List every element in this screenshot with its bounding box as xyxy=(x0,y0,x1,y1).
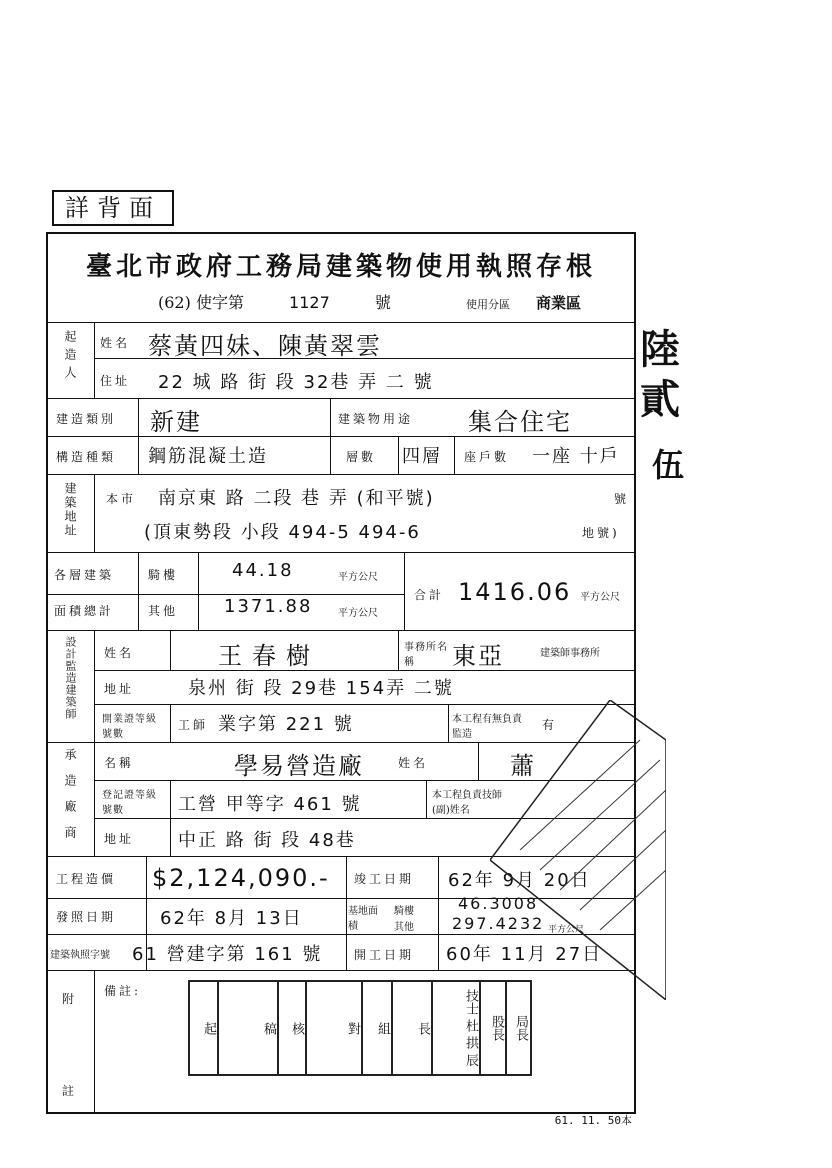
designer-supervision-label: 本工程有無負責監造 xyxy=(452,714,522,740)
building-use-label: 建築物用途 xyxy=(338,412,414,426)
license-suffix: 號 xyxy=(374,293,391,312)
contractor-name-label: 名稱 xyxy=(104,756,135,770)
site-other-value: 297.4232 xyxy=(452,914,545,933)
area-section-label-a: 各層建築 xyxy=(54,568,115,582)
license-number-line xyxy=(158,290,391,313)
site-other-label: 其他 xyxy=(394,922,414,933)
contractor-person-label: 姓名 xyxy=(398,756,429,770)
cost-value: $2,124,090.- xyxy=(152,864,330,892)
stamp-drafter-name: 稿 xyxy=(217,981,279,1075)
location-line1-suffix: 號 xyxy=(614,492,630,506)
floors-value: 四層 xyxy=(402,446,442,467)
remarks-section-top: 附 xyxy=(62,992,78,1006)
arcade-area-value: 44.18 xyxy=(232,560,294,581)
remarks-label: 備註: xyxy=(104,984,142,998)
site-arcade-value: 46.3008 xyxy=(458,894,539,913)
designer-license-label: 開業證等級號數 xyxy=(102,714,157,740)
designer-name-value: 王春樹 xyxy=(218,642,320,670)
stamp-unit-chief: 股長 xyxy=(479,981,507,1075)
contractor-tech-label: 本工程負責技師(副)姓名 xyxy=(432,790,502,816)
contractor-address-value: 中正 路 街 段 48巷 xyxy=(178,830,356,851)
units-label: 座戶數 xyxy=(464,450,510,464)
applicant-address-label: 住址 xyxy=(100,374,131,388)
location-city-prefix: 本市 xyxy=(106,492,137,506)
location-land-parcel: (頂東勢段 小段 494-5 494-6 xyxy=(144,522,421,543)
structure-label: 構造種類 xyxy=(56,450,117,464)
floors-label: 層數 xyxy=(346,450,377,464)
location-section-label: 建築地址 xyxy=(63,482,77,538)
contractor-reg-label: 登記證等級號數 xyxy=(102,790,157,816)
structure-value: 鋼筋混凝土造 xyxy=(148,446,268,467)
units-value: 一座 十戶 xyxy=(532,446,620,467)
cost-label: 工程造價 xyxy=(56,872,117,886)
remarks-section-bottom: 註 xyxy=(62,1084,78,1098)
contractor-section-label: 承造廠商 xyxy=(63,748,77,852)
stamp-checker: 核 xyxy=(277,981,307,1075)
other-area-label: 其他 xyxy=(148,604,179,618)
applicant-name-label: 姓名 xyxy=(100,336,131,350)
completion-date-label: 竣工日期 xyxy=(354,872,415,886)
stamp-technician: 技士 杜 拱 辰 xyxy=(431,981,481,1075)
other-area-value: 1371.88 xyxy=(224,596,313,617)
license-number: 1127 xyxy=(289,293,330,312)
designer-office-value: 東亞 xyxy=(452,642,504,670)
designer-license-prefix: 工師 xyxy=(178,718,209,732)
area-section-label-b: 面積總計 xyxy=(54,604,115,618)
contractor-person-value: 蕭 xyxy=(510,752,536,780)
stamp-drafter: 起 xyxy=(189,981,219,1075)
zone-value: 商業區 xyxy=(536,294,582,312)
designer-name-label: 姓名 xyxy=(104,646,135,660)
designer-office-suffix: 建築師事務所 xyxy=(540,648,600,659)
location-street: 南京東 路 二段 巷 弄 (和平號) xyxy=(158,488,435,509)
side-stamp-char-3: 伍 xyxy=(652,446,685,484)
other-area-unit: 平方公尺 xyxy=(338,608,378,619)
contractor-name-value: 學易營造廠 xyxy=(234,752,364,780)
arcade-area-unit: 平方公尺 xyxy=(338,572,378,583)
designer-address-value: 泉州 街 段 29巷 154弄 二號 xyxy=(188,678,454,699)
applicant-section-label: 起造人 xyxy=(63,330,77,384)
applicant-address-value: 22 城 路 街 段 32巷 弄 二 號 xyxy=(158,372,434,393)
license-prefix: 使字第 xyxy=(195,293,244,312)
site-area-label: 基地面積 xyxy=(348,906,378,932)
contractor-address-label: 地址 xyxy=(104,832,135,846)
applicant-name-value: 蔡黃四妹、陳黃翠雲 xyxy=(148,332,382,360)
category-label: 建造類別 xyxy=(56,412,117,426)
stamp-checker-name: 對 xyxy=(305,981,363,1075)
building-use-value: 集合住宅 xyxy=(468,408,572,436)
side-stamp-char-2: 貳 xyxy=(640,376,680,423)
license-year: (62) xyxy=(158,293,191,312)
site-area-unit: 平方公尺 xyxy=(548,925,585,935)
total-area-unit: 平方公尺 xyxy=(580,592,620,603)
location-line2-suffix: 地號) xyxy=(582,526,620,540)
building-permit-label: 建築執照字號 xyxy=(50,950,110,961)
site-arcade-label: 騎樓 xyxy=(394,906,414,917)
side-stamp-char-1: 陸 xyxy=(640,326,680,373)
issue-date-label: 發照日期 xyxy=(56,910,117,924)
designer-supervision-value: 有 xyxy=(542,718,558,732)
stamp-section: 組 xyxy=(361,981,393,1075)
hatched-stamp-graphic xyxy=(490,700,666,1000)
designer-address-label: 地址 xyxy=(104,682,135,696)
total-area-value: 1416.06 xyxy=(458,578,572,606)
zone-label: 使用分區 xyxy=(466,298,510,311)
footer-code: 61. 11. 50本 xyxy=(554,1114,632,1127)
arcade-area-label: 騎樓 xyxy=(148,568,179,582)
designer-license-value: 業字第 221 號 xyxy=(218,714,354,735)
start-date-label: 開工日期 xyxy=(354,948,415,962)
completion-date-value: 62年 9月 20日 xyxy=(448,870,591,891)
designer-section-label: 設計監造建築師 xyxy=(64,636,77,720)
total-area-label: 合計 xyxy=(414,588,445,602)
designer-office-label: 事務所名稱 xyxy=(404,642,448,668)
building-permit-value: 61 營建字第 161 號 xyxy=(132,944,323,965)
stamp-section-chief: 長 xyxy=(391,981,433,1075)
approval-stamp-grid xyxy=(188,980,532,1076)
stamp-director: 局長 xyxy=(505,981,531,1075)
start-date-value: 60年 11月 27日 xyxy=(446,944,603,965)
contractor-reg-value: 工營 甲等字 461 號 xyxy=(178,794,362,815)
form-title: 臺北市政府工務局建築物使用執照存根 xyxy=(85,252,596,282)
category-value: 新建 xyxy=(150,408,202,436)
header-tag: 詳背面 xyxy=(52,190,174,226)
issue-date-value: 62年 8月 13日 xyxy=(160,908,303,929)
